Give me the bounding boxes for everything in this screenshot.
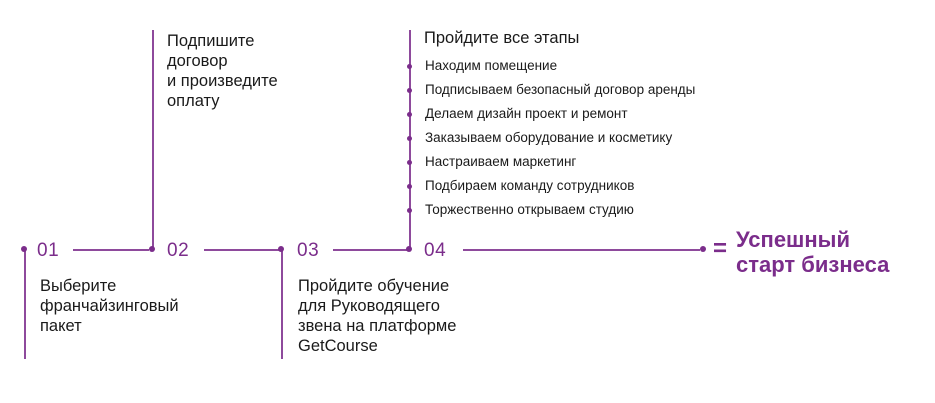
equals-sign: =: [713, 235, 728, 262]
step1-line: Выберите: [40, 277, 117, 295]
step2-vertical-line: [152, 30, 154, 249]
step2-line: договор: [167, 52, 228, 70]
stage-dot: [407, 64, 412, 69]
step3-number: 03: [297, 240, 320, 261]
step2-dot: [149, 246, 155, 252]
stage-item: Торжественно открываем студию: [425, 202, 634, 217]
result-line: Успешный: [736, 227, 850, 252]
step4-title: Пройдите все этапы: [424, 29, 580, 47]
step1-dot: [21, 246, 27, 252]
step1-description: [40, 276, 179, 336]
stage-item: Заказываем оборудование и косметику: [425, 130, 673, 145]
connector-3-4: [333, 249, 409, 251]
step4-number: 04: [424, 240, 447, 261]
stage-item: Делаем дизайн проект и ремонт: [425, 106, 628, 121]
stage-item: Подписываем безопасный договор аренды: [425, 82, 696, 97]
step2-line: Подпишите: [167, 32, 255, 50]
stage-dot: [407, 88, 412, 93]
stage-dot: [407, 160, 412, 165]
step2-line: оплату: [167, 92, 220, 110]
connector-1-2: [73, 249, 149, 251]
step3-line: GetCourse: [298, 337, 378, 355]
stage-item: Настраиваем маркетинг: [425, 154, 577, 169]
connector-4-result: [463, 249, 700, 251]
stage-item: Подбираем команду сотрудников: [425, 178, 635, 193]
stage-dot: [407, 208, 412, 213]
step2-line: и произведите: [167, 72, 278, 90]
step3-vertical-line: [281, 249, 283, 359]
result-line: старт бизнеса: [736, 252, 890, 277]
step2-number: 02: [167, 240, 190, 261]
stage-dot: [407, 112, 412, 117]
stage-item: Находим помещение: [425, 58, 558, 73]
result-dot: [700, 246, 706, 252]
stage-dot: [407, 136, 412, 141]
stage-dot: [407, 184, 412, 189]
step1-vertical-line: [24, 249, 26, 359]
step1-line: франчайзинговый: [40, 297, 179, 315]
step3-line: звена на платформе: [298, 317, 457, 335]
step3-line: для Руководящего: [298, 297, 440, 315]
step3-line: Пройдите обучение: [298, 277, 450, 295]
step2-description: [167, 31, 278, 111]
connector-2-3: [204, 249, 281, 251]
step4-dot: [406, 246, 412, 252]
result-text: [736, 227, 889, 277]
step1-number: 01: [37, 240, 60, 261]
step3-description: [298, 276, 456, 356]
step1-line: пакет: [40, 317, 82, 335]
step3-dot: [278, 246, 284, 252]
